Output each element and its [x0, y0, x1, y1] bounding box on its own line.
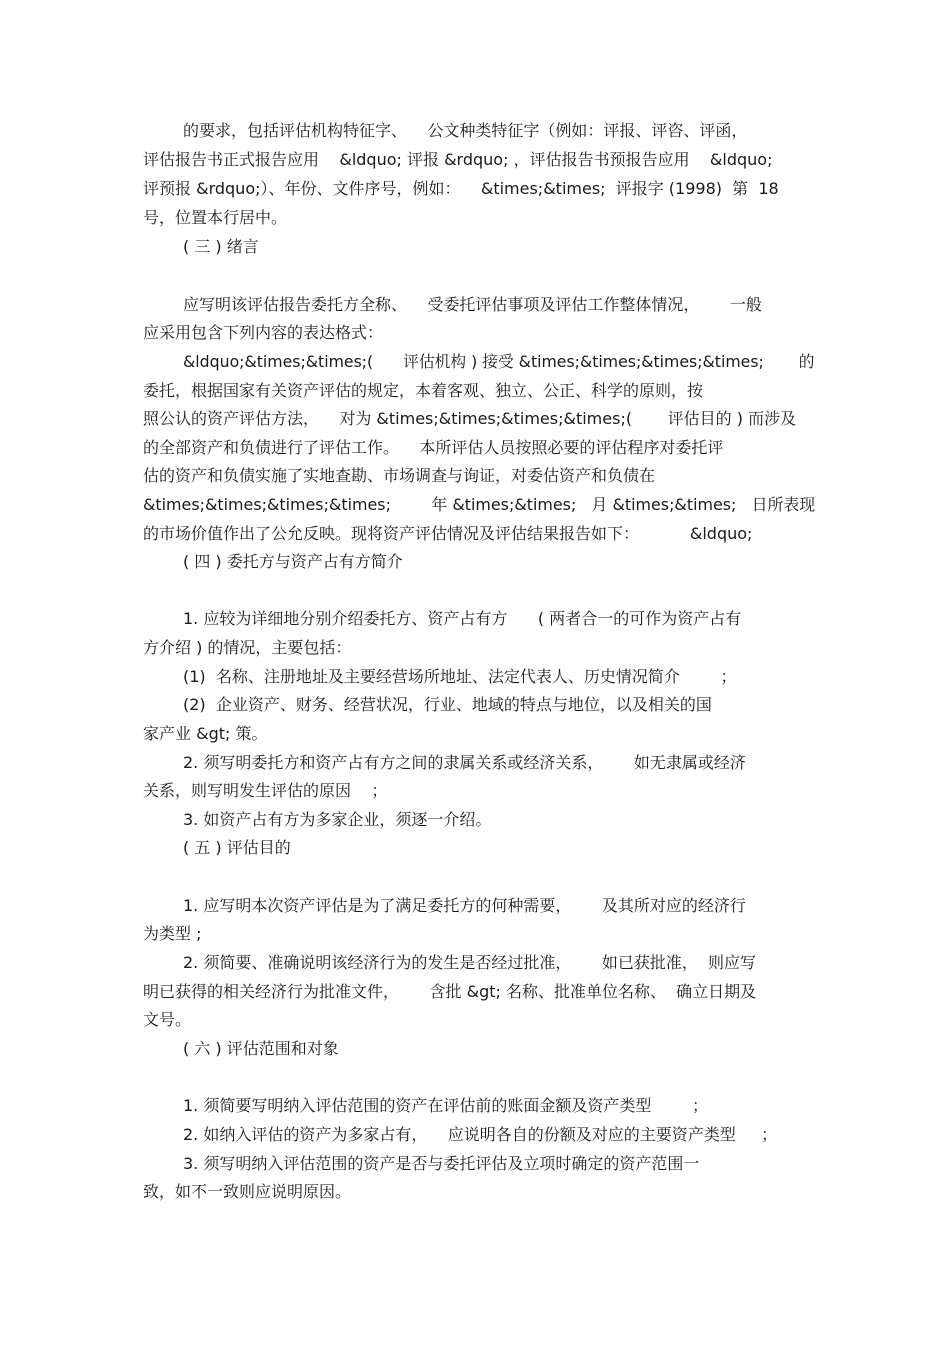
paragraph-line: 1. 应较为详细地分别介绍委托方、资产占有方 ( 两者合一的可作为资产占有	[183, 609, 742, 628]
section-heading: ( 四 ) 委托方与资产占有方简介	[183, 552, 403, 571]
paragraph-line: 照公认的资产评估方法， 对为 &times;&times;&times;&times;( 评估目的 ) 而涉及	[143, 409, 797, 428]
paragraph-line: 3. 须写明纳入评估范围的资产是否与委托评估及立项时确定的资产范围一	[183, 1154, 700, 1173]
paragraph-line: 1. 须简要写明纳入评估范围的资产在评估前的账面金额及资产类型 ；	[183, 1096, 709, 1115]
section-heading: ( 三 ) 绪言	[183, 237, 259, 256]
section-heading: ( 五 ) 评估目的	[183, 838, 291, 857]
paragraph-line: 的全部资产和负债进行了评估工作。 本所评估人员按照必要的评估程序对委托评	[143, 438, 724, 457]
paragraph-line: &ldquo;&times;&times;( 评估机构 ) 接受 &times;&times;&times;&times; 的	[183, 352, 815, 371]
paragraph-line: 为类型 ;	[143, 924, 202, 943]
paragraph-line: 方介绍 ) 的情况，主要包括：	[143, 638, 352, 657]
paragraph-line: 的要求，包括评估机构特征字、 公文种类特征字（例如：评报、评咨、评函，	[183, 121, 748, 140]
paragraph-line: 委托，根据国家有关资产评估的规定，本着客观、独立、公正、科学的原则，按	[143, 381, 704, 400]
section-heading: ( 六 ) 评估范围和对象	[183, 1039, 339, 1058]
paragraph-line: 评预报 &rdquo;）、年份、文件序号，例如： &times;&times; 评报字 (1998) 第 18	[143, 179, 779, 198]
paragraph-line: 2. 如纳入评估的资产为多家占有， 应说明各自的份额及对应的主要资产类型 ；	[183, 1125, 778, 1144]
paragraph-line: 致，如不一致则应说明原因。	[143, 1182, 352, 1201]
paragraph-line: 应采用包含下列内容的表达格式：	[143, 323, 384, 342]
paragraph-line: 估的资产和负债实施了实地查勘、市场调查与询证，对委估资产和负债在	[143, 466, 656, 485]
paragraph-line: 应写明该评估报告委托方全称、 受委托评估事项及评估工作整体情况， 一般	[183, 295, 762, 314]
paragraph-line: &times;&times;&times;&times; 年 &times;&times; 月 &times;&times; 日所表现	[143, 495, 816, 514]
paragraph-line: 2. 须写明委托方和资产占有方之间的隶属关系或经济关系， 如无隶属或经济	[183, 753, 746, 772]
paragraph-line: 明已获得的相关经济行为批准文件， 含批 &gt; 名称、批准单位名称、 确立日期及	[143, 982, 757, 1001]
paragraph-line: 3. 如资产占有方为多家企业，须逐一介绍。	[183, 810, 492, 829]
paragraph-line: 的市场价值作出了公允反映。现将资产评估情况及评估结果报告如下： &ldquo;	[143, 524, 753, 543]
paragraph-line: 号，位置本行居中。	[143, 208, 288, 227]
paragraph-line: (2) 企业资产、财务、经营状况，行业、地域的特点与地位，以及相关的国	[183, 695, 712, 714]
paragraph-line: 2. 须简要、准确说明该经济行为的发生是否经过批准， 如已获批准， 则应写	[183, 953, 757, 972]
paragraph-line: 关系，则写明发生评估的原因 ；	[143, 781, 388, 800]
paragraph-line: 评估报告书正式报告应用 &ldquo; 评报 &rdquo; ，评估报告书预报告应用 &ldquo;	[143, 150, 773, 169]
paragraph-line: 1. 应写明本次资产评估是为了满足委托方的何种需要， 及其所对应的经济行	[183, 896, 746, 915]
paragraph-line: 文号。	[143, 1010, 192, 1029]
paragraph-line: (1) 名称、注册地址及主要经营场所地址、法定代表人、历史情况简介 ；	[183, 667, 737, 686]
paragraph-line: 家产业 &gt; 策。	[143, 724, 268, 743]
